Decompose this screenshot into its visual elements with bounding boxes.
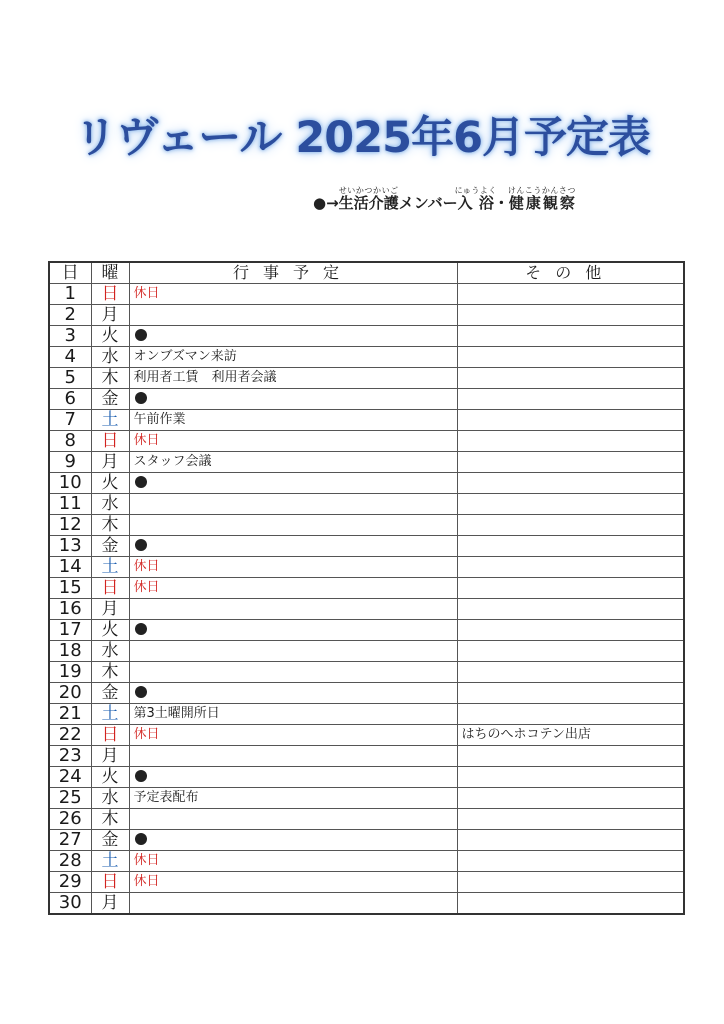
table-row [49, 809, 684, 830]
table-row [49, 389, 684, 410]
table-row [49, 641, 684, 662]
table-row [49, 410, 684, 431]
event-text: 午前作業 [133, 412, 186, 427]
weekday-cell: 水 [91, 641, 129, 662]
weekday-cell: 金 [91, 536, 129, 557]
weekday-cell: 金 [91, 683, 129, 704]
other-cell [457, 347, 684, 368]
event-cell [129, 515, 457, 536]
table-row [49, 620, 684, 641]
other-cell [457, 452, 684, 473]
weekday-cell: 土 [91, 851, 129, 872]
weekday-cell: 日 [91, 725, 129, 746]
event-cell [129, 452, 457, 473]
event-cell [129, 368, 457, 389]
weekday-cell: 水 [91, 494, 129, 515]
legend [313, 186, 576, 213]
bullet-dot-icon [135, 623, 147, 635]
table-row [49, 431, 684, 452]
day-cell: 5 [49, 368, 91, 389]
day-cell: 26 [49, 809, 91, 830]
weekday-cell: 月 [91, 452, 129, 473]
event-text: 休日 [133, 874, 160, 889]
day-cell: 2 [49, 305, 91, 326]
bullet-dot-icon [135, 686, 147, 698]
table-row [49, 305, 684, 326]
page-title: リヴェール 2025年6月予定表 [74, 113, 650, 163]
table-row [49, 326, 684, 347]
event-cell [129, 326, 457, 347]
other-cell [457, 305, 684, 326]
other-cell [457, 599, 684, 620]
event-cell [129, 662, 457, 683]
weekday-cell: 月 [91, 305, 129, 326]
event-text: スタッフ会議 [133, 454, 212, 469]
weekday-cell: 土 [91, 410, 129, 431]
other-cell [457, 683, 684, 704]
table-row [49, 872, 684, 893]
weekday-cell: 水 [91, 347, 129, 368]
other-cell [457, 536, 684, 557]
weekday-cell: 木 [91, 662, 129, 683]
bullet-dot-icon [135, 539, 147, 551]
event-cell [129, 578, 457, 599]
other-cell [457, 368, 684, 389]
weekday-cell: 金 [91, 830, 129, 851]
event-cell [129, 641, 457, 662]
table-row [49, 452, 684, 473]
weekday-cell: 金 [91, 389, 129, 410]
weekday-cell: 火 [91, 620, 129, 641]
event-cell [129, 851, 457, 872]
day-cell: 17 [49, 620, 91, 641]
event-text: 第3土曜開所日 [133, 706, 220, 721]
other-cell [457, 326, 684, 347]
weekday-cell: 火 [91, 767, 129, 788]
day-cell: 10 [49, 473, 91, 494]
legend-marker: ●→ [313, 194, 339, 212]
table-row [49, 830, 684, 851]
event-text: 休日 [133, 286, 160, 301]
event-cell [129, 431, 457, 452]
weekday-cell: 月 [91, 746, 129, 767]
event-cell [129, 788, 457, 809]
day-cell: 22 [49, 725, 91, 746]
other-cell [457, 704, 684, 725]
event-cell [129, 809, 457, 830]
bullet-dot-icon [135, 392, 147, 404]
event-text: 利用者工賃 利用者会議 [133, 370, 277, 385]
other-cell [457, 809, 684, 830]
weekday-cell: 月 [91, 893, 129, 915]
day-cell: 18 [49, 641, 91, 662]
event-text: 休日 [133, 580, 160, 595]
day-cell: 29 [49, 872, 91, 893]
event-cell [129, 473, 457, 494]
other-cell [457, 872, 684, 893]
event-cell [129, 683, 457, 704]
event-cell [129, 347, 457, 368]
weekday-cell: 木 [91, 368, 129, 389]
day-cell: 9 [49, 452, 91, 473]
table-row [49, 557, 684, 578]
day-cell: 23 [49, 746, 91, 767]
other-cell [457, 557, 684, 578]
day-cell: 30 [49, 893, 91, 915]
table-row [49, 767, 684, 788]
header-event: 行事予定 [129, 262, 457, 284]
event-cell [129, 557, 457, 578]
other-cell: はちのへホコテン出店 [457, 725, 684, 746]
header-day: 日 [49, 262, 91, 284]
table-row [49, 662, 684, 683]
day-cell: 12 [49, 515, 91, 536]
table-row [49, 284, 684, 305]
event-cell [129, 893, 457, 915]
table-row [49, 746, 684, 767]
day-cell: 24 [49, 767, 91, 788]
schedule-table [48, 261, 685, 915]
event-text: 休日 [133, 433, 160, 448]
bullet-dot-icon [135, 833, 147, 845]
weekday-cell: 日 [91, 431, 129, 452]
event-text: 予定表配布 [133, 790, 199, 805]
day-cell: 8 [49, 431, 91, 452]
other-cell [457, 662, 684, 683]
bullet-dot-icon [135, 770, 147, 782]
header-dow: 曜 [91, 262, 129, 284]
table-row [49, 725, 684, 746]
event-text: オンブズマン来訪 [133, 349, 237, 364]
event-text: 休日 [133, 853, 160, 868]
event-cell [129, 536, 457, 557]
other-cell [457, 641, 684, 662]
table-row [49, 515, 684, 536]
other-cell [457, 494, 684, 515]
day-cell: 14 [49, 557, 91, 578]
table-row [49, 788, 684, 809]
weekday-cell: 水 [91, 788, 129, 809]
event-text: 休日 [133, 727, 160, 742]
other-cell [457, 284, 684, 305]
legend-term-kenkokansatsu: 健康観察けんこうかんさつ [507, 186, 576, 212]
event-cell [129, 410, 457, 431]
event-cell [129, 389, 457, 410]
other-cell [457, 431, 684, 452]
weekday-cell: 土 [91, 704, 129, 725]
table-row [49, 578, 684, 599]
table-row [49, 851, 684, 872]
bullet-dot-icon [135, 329, 147, 341]
other-cell [457, 830, 684, 851]
event-cell [129, 830, 457, 851]
day-cell: 19 [49, 662, 91, 683]
other-cell [457, 515, 684, 536]
legend-term-seikatsukaigo: 生活介護せいかつかいご [338, 186, 399, 212]
event-cell [129, 284, 457, 305]
weekday-cell: 火 [91, 326, 129, 347]
other-cell [457, 746, 684, 767]
table-row [49, 494, 684, 515]
day-cell: 25 [49, 788, 91, 809]
legend-term-nyuyoku: 入浴にゅうよく [454, 186, 497, 212]
day-cell: 4 [49, 347, 91, 368]
day-cell: 3 [49, 326, 91, 347]
day-cell: 21 [49, 704, 91, 725]
weekday-cell: 日 [91, 578, 129, 599]
other-cell [457, 767, 684, 788]
weekday-cell: 日 [91, 872, 129, 893]
event-cell [129, 725, 457, 746]
weekday-cell: 木 [91, 515, 129, 536]
legend-term-member: メンバー [398, 194, 458, 212]
weekday-cell: 月 [91, 599, 129, 620]
day-cell: 13 [49, 536, 91, 557]
legend-separator: ・ [493, 194, 509, 212]
header-row [49, 262, 684, 284]
other-cell [457, 578, 684, 599]
other-cell [457, 851, 684, 872]
table-row [49, 473, 684, 494]
other-cell [457, 410, 684, 431]
weekday-cell: 土 [91, 557, 129, 578]
other-cell [457, 389, 684, 410]
table-row [49, 368, 684, 389]
weekday-cell: 木 [91, 809, 129, 830]
other-cell [457, 620, 684, 641]
event-cell [129, 767, 457, 788]
table-row [49, 893, 684, 915]
day-cell: 6 [49, 389, 91, 410]
event-cell [129, 746, 457, 767]
event-text: 休日 [133, 559, 160, 574]
other-cell [457, 473, 684, 494]
day-cell: 20 [49, 683, 91, 704]
event-cell [129, 872, 457, 893]
table-row [49, 683, 684, 704]
day-cell: 27 [49, 830, 91, 851]
table-row [49, 599, 684, 620]
event-cell [129, 620, 457, 641]
day-cell: 15 [49, 578, 91, 599]
day-cell: 7 [49, 410, 91, 431]
other-cell [457, 788, 684, 809]
day-cell: 16 [49, 599, 91, 620]
header-other: その他 [457, 262, 684, 284]
event-cell [129, 494, 457, 515]
day-cell: 28 [49, 851, 91, 872]
weekday-cell: 火 [91, 473, 129, 494]
other-cell [457, 893, 684, 915]
event-cell [129, 704, 457, 725]
table-row [49, 347, 684, 368]
weekday-cell: 日 [91, 284, 129, 305]
table-row [49, 704, 684, 725]
event-cell [129, 599, 457, 620]
table-row [49, 536, 684, 557]
day-cell: 1 [49, 284, 91, 305]
day-cell: 11 [49, 494, 91, 515]
bullet-dot-icon [135, 476, 147, 488]
event-cell [129, 305, 457, 326]
